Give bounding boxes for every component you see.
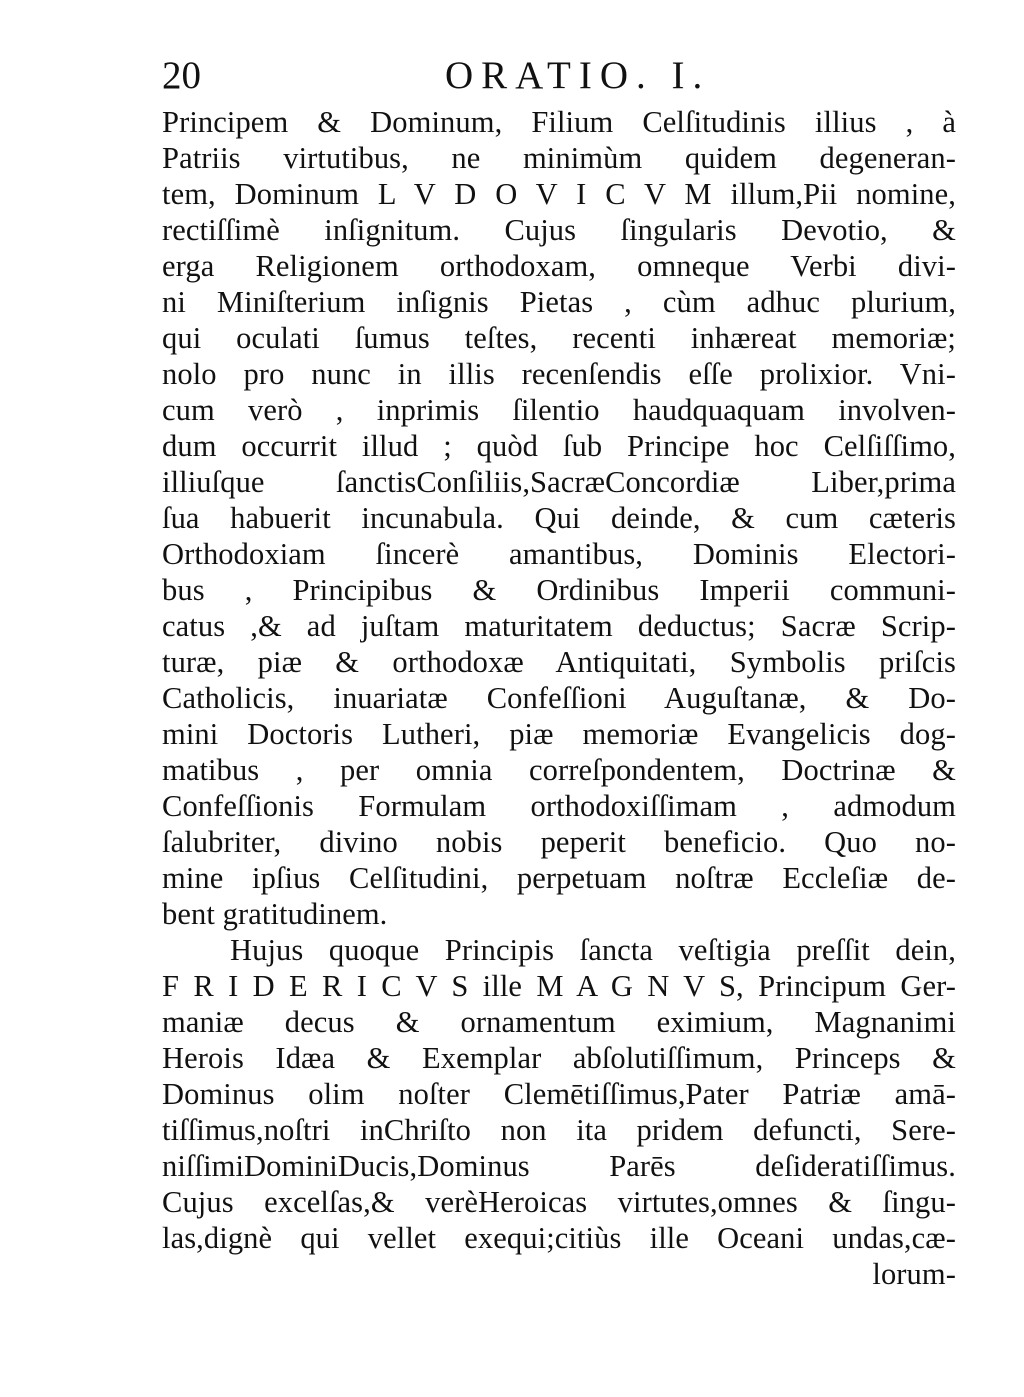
text-line: Patriis virtutibus, ne minimùm quidem degeneran- [162,141,956,175]
text-line: dum occurrit illud ; quòd ſub Principe hoc Celſiſſimo, [162,429,956,463]
text-line: nolo pro nunc in illis recenſendis eſſe prolixior. Vni- [162,357,956,391]
catchword: lorum- [872,1257,956,1291]
text-line: las,dignè qui vellet exequi;citiùs ille Oceani undas,cæ- [162,1221,956,1255]
text-line: niſſimiDominiDucis,Dominus Parēs deſideratiſſimus. [162,1149,956,1183]
text-line: Cujus excelſas,& verèHeroicas virtutes,omnes & ſingu- [162,1185,956,1219]
text-line: ſua habuerit incunabula. Qui deinde, & cum cæteris [162,501,956,535]
running-title: ORATIO. I. [445,54,711,97]
text-line: turæ, piæ & orthodoxæ Antiquitati, Symbolis priſcis [162,645,956,679]
text-line: ni Miniſterium inſignis Pietas , cùm adhuc plurium, [162,285,956,319]
page-header [160,48,960,104]
paragraph-start-line: Hujus quoque Principis ſancta veſtigia preſſit dein, [230,933,956,967]
paragraph-end-line: bent gratitudinem. [162,897,388,931]
text-line: Orthodoxiam ſincerè amantibus, Dominis Electori- [162,537,956,571]
text-line: matibus , per omnia correſpondentem, Doctrinæ & [162,753,956,787]
page-number: 20 [162,54,201,97]
text-line: maniæ decus & ornamentum eximium, Magnanimi [162,1005,956,1039]
text-line: Principem & Dominum, Filium Celſitudinis illius , à [162,105,956,139]
text-line: qui oculati ſumus teſtes, recenti inhæreat memoriæ; [162,321,956,355]
text-line: mine ipſius Celſitudini, perpetuam noſtræ Eccleſiæ de- [162,861,956,895]
text-line: bus , Principibus & Ordinibus Imperii communi- [162,573,956,607]
text-line: tiſſimus,noſtri inChriſto non ita pridem defuncti, Sere- [162,1113,956,1147]
text-line: F R I D E R I C V S ille M A G N V S, Principum Ger- [162,969,956,1003]
text-line: Herois Idæa & Exemplar abſolutiſſimum, Princeps & [162,1041,956,1075]
text-line: Confeſſionis Formulam orthodoxiſſimam , admodum [162,789,956,823]
text-line: Catholicis, inuariatæ Confeſſioni Auguſtanæ, & Do- [162,681,956,715]
text-line: cum verò , inprimis ſilentio haudquaquam involven- [162,393,956,427]
text-line: catus ,& ad juſtam maturitatem deductus; Sacræ Scrip- [162,609,956,643]
text-line: rectiſſimè inſignitum. Cujus ſingularis Devotio, & [162,213,956,247]
text-line: illiuſque ſanctisConſiliis,SacræConcordiæ Liber,prima [162,465,956,499]
text-line: Dominus olim noſter Clemētiſſimus,Pater Patriæ amā- [162,1077,956,1111]
text-line: erga Religionem orthodoxam, omneque Verbi divi- [162,249,956,283]
body-text [162,104,956,1292]
text-line: ſalubriter, divino nobis peperit beneficio. Quo no- [162,825,956,859]
text-line: mini Doctoris Lutheri, piæ memoriæ Evangelicis dog- [162,717,956,751]
text-line: tem, Dominum L V D O V I C V M illum,Pii nomine, [162,177,956,211]
